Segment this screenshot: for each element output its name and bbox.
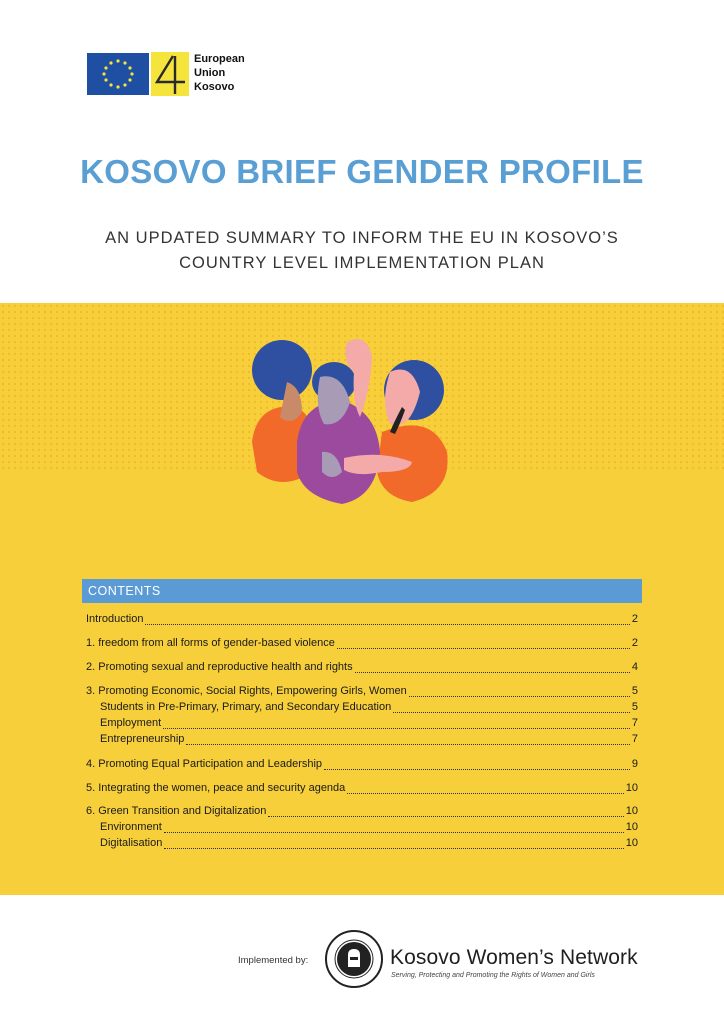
toc-leader: [337, 639, 630, 649]
toc-leader: [347, 784, 623, 794]
toc-subentry[interactable]: [100, 699, 638, 713]
toc-entry-title: Employment: [100, 717, 162, 729]
toc-entry-title: Entrepreneurship: [100, 733, 185, 745]
toc-leader: [186, 735, 629, 745]
toc-leader: [164, 839, 623, 849]
toc-entry-title: Environment: [100, 821, 162, 833]
toc-entry-title: 1. freedom from all forms of gender-based violence: [86, 637, 335, 649]
organization-name: Kosovo Women’s Network: [390, 946, 638, 969]
toc-leader: [355, 663, 630, 673]
kwn-seal-icon: [324, 929, 384, 989]
toc-entry[interactable]: [86, 659, 638, 673]
toc-entry-title: 6. Green Transition and Digitalization: [86, 805, 267, 817]
logo-text-european: European: [194, 53, 245, 65]
toc-leader: [164, 823, 624, 833]
toc-leader: [409, 687, 630, 697]
toc-leader: [324, 760, 630, 770]
toc-entry-page: 10: [625, 782, 638, 794]
toc-entry-page: 7: [631, 733, 638, 745]
toc-entry-title: Introduction: [86, 613, 144, 625]
three-people-illustration: [242, 332, 452, 516]
subtitle-line-1: AN UPDATED SUMMARY TO INFORM THE EU IN KOSOVO’S: [105, 229, 619, 247]
toc-entry-page: 4: [631, 661, 638, 673]
page-title: KOSOVO BRIEF GENDER PROFILE: [80, 153, 644, 190]
eu-logo-text: [194, 52, 245, 94]
toc-entry[interactable]: [86, 611, 638, 625]
toc-entry-page: 10: [625, 805, 638, 817]
eu-kosovo-logo: [87, 52, 247, 96]
subtitle-line-2: COUNTRY LEVEL IMPLEMENTATION PLAN: [179, 254, 545, 272]
toc-entry-page: 10: [625, 837, 638, 849]
toc-entry-title: 5. Integrating the women, peace and security agenda: [86, 782, 346, 794]
toc-entry-title: Students in Pre-Primary, Primary, and Secondary Education: [100, 701, 392, 713]
toc-entry-title: 2. Promoting sexual and reproductive health and rights: [86, 661, 353, 673]
contents-heading: CONTENTS: [82, 579, 642, 603]
toc-entry[interactable]: [86, 683, 638, 697]
toc-entry[interactable]: [86, 803, 638, 817]
toc-entry-page: 7: [631, 717, 638, 729]
toc-subentry[interactable]: [100, 715, 638, 729]
logo-text-kosovo: Kosovo: [194, 81, 235, 93]
toc-entry-page: 9: [631, 758, 638, 770]
organization-tagline: Serving, Protecting and Promoting the Rights of Women and Girls: [391, 972, 595, 979]
toc-entry-page: 10: [625, 821, 638, 833]
toc-subentry[interactable]: [100, 819, 638, 833]
toc-leader: [268, 807, 623, 817]
four-logo-icon: [151, 52, 189, 96]
toc-leader: [163, 719, 630, 729]
toc-entry-page: 2: [631, 613, 638, 625]
toc-subentry[interactable]: [100, 835, 638, 849]
toc-entry-page: 5: [631, 685, 638, 697]
toc-entry-page: 5: [631, 701, 638, 713]
toc-entry[interactable]: [86, 635, 638, 649]
toc-leader: [393, 703, 630, 713]
toc-entry-title: 4. Promoting Equal Participation and Leadership: [86, 758, 323, 770]
toc-entry[interactable]: [86, 756, 638, 770]
toc-entry-page: 2: [631, 637, 638, 649]
toc-entry-title: Digitalisation: [100, 837, 163, 849]
toc-leader: [145, 615, 629, 625]
implemented-by-label: Implemented by:: [238, 955, 309, 966]
toc-entry-title: 3. Promoting Economic, Social Rights, Empowering Girls, Women: [86, 685, 407, 697]
eu-flag-icon: [87, 53, 149, 95]
toc-subentry[interactable]: [100, 731, 638, 745]
toc-entry[interactable]: [86, 780, 638, 794]
logo-text-union: Union: [194, 67, 226, 79]
